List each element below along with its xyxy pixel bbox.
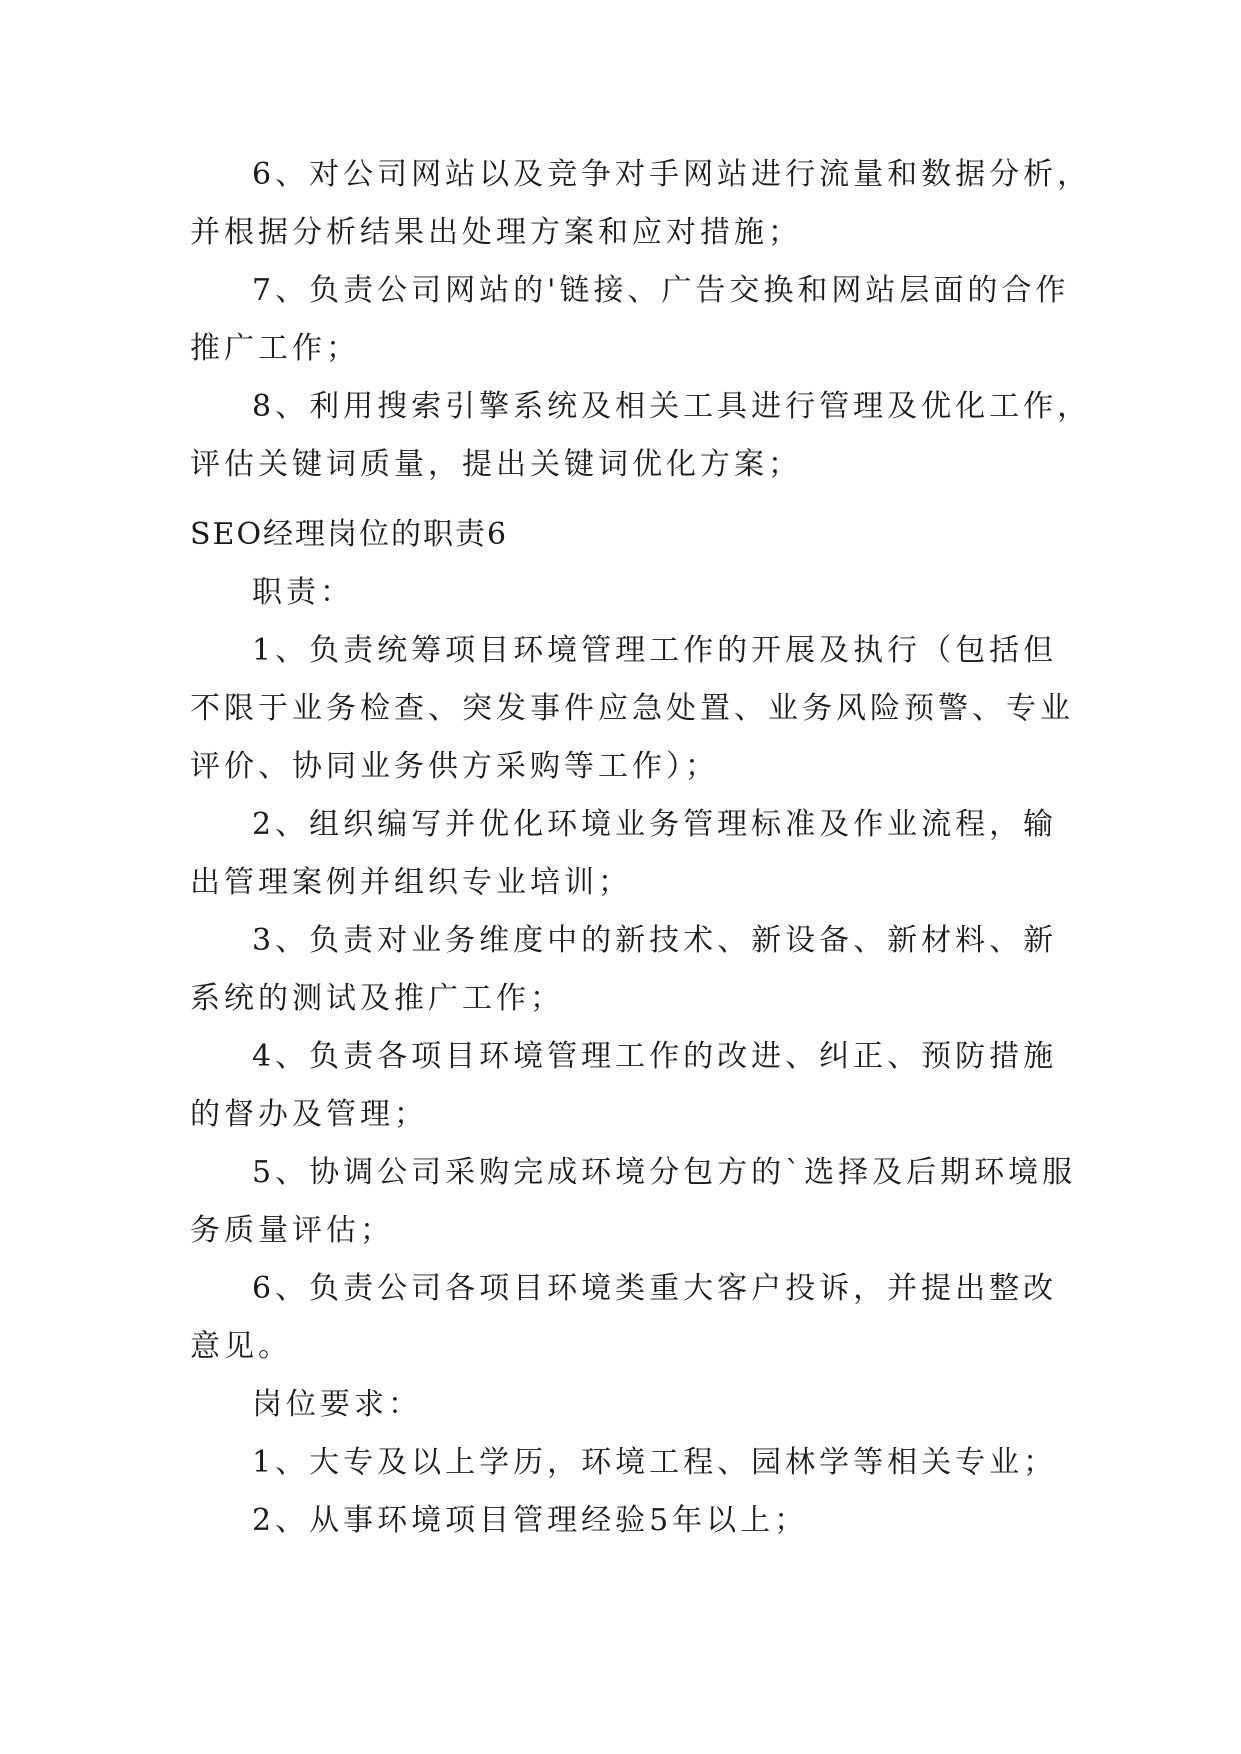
paragraph-line: 的督办及管理； (190, 1097, 428, 1132)
paragraph-line: 2、从事环境项目管理经验5年以上； (252, 1503, 809, 1538)
duty-item (190, 1269, 1058, 1367)
paragraph (190, 387, 1092, 485)
paragraph-line: 出管理案例并组织专业培训； (190, 865, 632, 900)
paragraph (190, 1385, 1050, 1425)
paragraph-line: 4、负责各项目环境管理工作的改进、纠正、预防措施 (252, 1039, 1058, 1074)
requirement-item (190, 1501, 1050, 1541)
paragraph-line: 6、对公司网站以及竞争对手网站进行流量和数据分析， (252, 157, 1092, 192)
paragraph-line: 5、协调公司采购完成环境分包方的`选择及后期环境服 (252, 1155, 1077, 1190)
paragraph-line: 推广工作； (190, 331, 360, 366)
duty-item (190, 921, 1058, 1019)
paragraph-line: 1、负责统筹项目环境管理工作的开展及执行（包括但 (252, 633, 1058, 668)
document-page (190, 155, 1092, 1559)
paragraph-line: 评价、协同业务供方采购等工作）； (190, 749, 719, 784)
duties-label: 职责： (252, 575, 354, 610)
paragraph-line: 并根据分析结果出处理方案和应对措施； (190, 215, 802, 250)
duty-item (190, 1037, 1058, 1135)
paragraph-line: 不限于业务检查、突发事件应急处置、业务风险预警、专业 (190, 691, 1074, 726)
paragraph-line: 2、组织编写并优化环境业务管理标准及作业流程，输 (252, 807, 1058, 842)
section-heading: SEO经理岗位的职责6 (190, 517, 509, 552)
paragraph (190, 155, 1092, 253)
paragraph (190, 573, 1050, 613)
paragraph-line: 系统的测试及推广工作； (190, 981, 564, 1016)
duty-item (190, 631, 1074, 787)
requirements-label: 岗位要求： (252, 1387, 422, 1422)
paragraph-line: 1、大专及以上学历，环境工程、园林学等相关专业； (252, 1445, 1058, 1480)
paragraph-line: 7、负责公司网站的'链接、广告交换和网站层面的合作 (252, 273, 1070, 308)
duty-item (190, 805, 1058, 903)
duty-item (190, 1153, 1077, 1251)
paragraph-line: 意见。 (190, 1329, 292, 1364)
paragraph-line: 8、利用搜索引擎系统及相关工具进行管理及优化工作， (252, 389, 1092, 424)
paragraph-line: 6、负责公司各项目环境类重大客户投诉，并提出整改 (252, 1271, 1058, 1306)
paragraph-line: 评估关键词质量，提出关键词优化方案； (190, 447, 802, 482)
paragraph (190, 271, 1070, 369)
paragraph-line: 务质量评估； (190, 1213, 394, 1248)
paragraph-line: 3、负责对业务维度中的新技术、新设备、新材料、新 (252, 923, 1058, 958)
requirement-item (190, 1443, 1058, 1483)
